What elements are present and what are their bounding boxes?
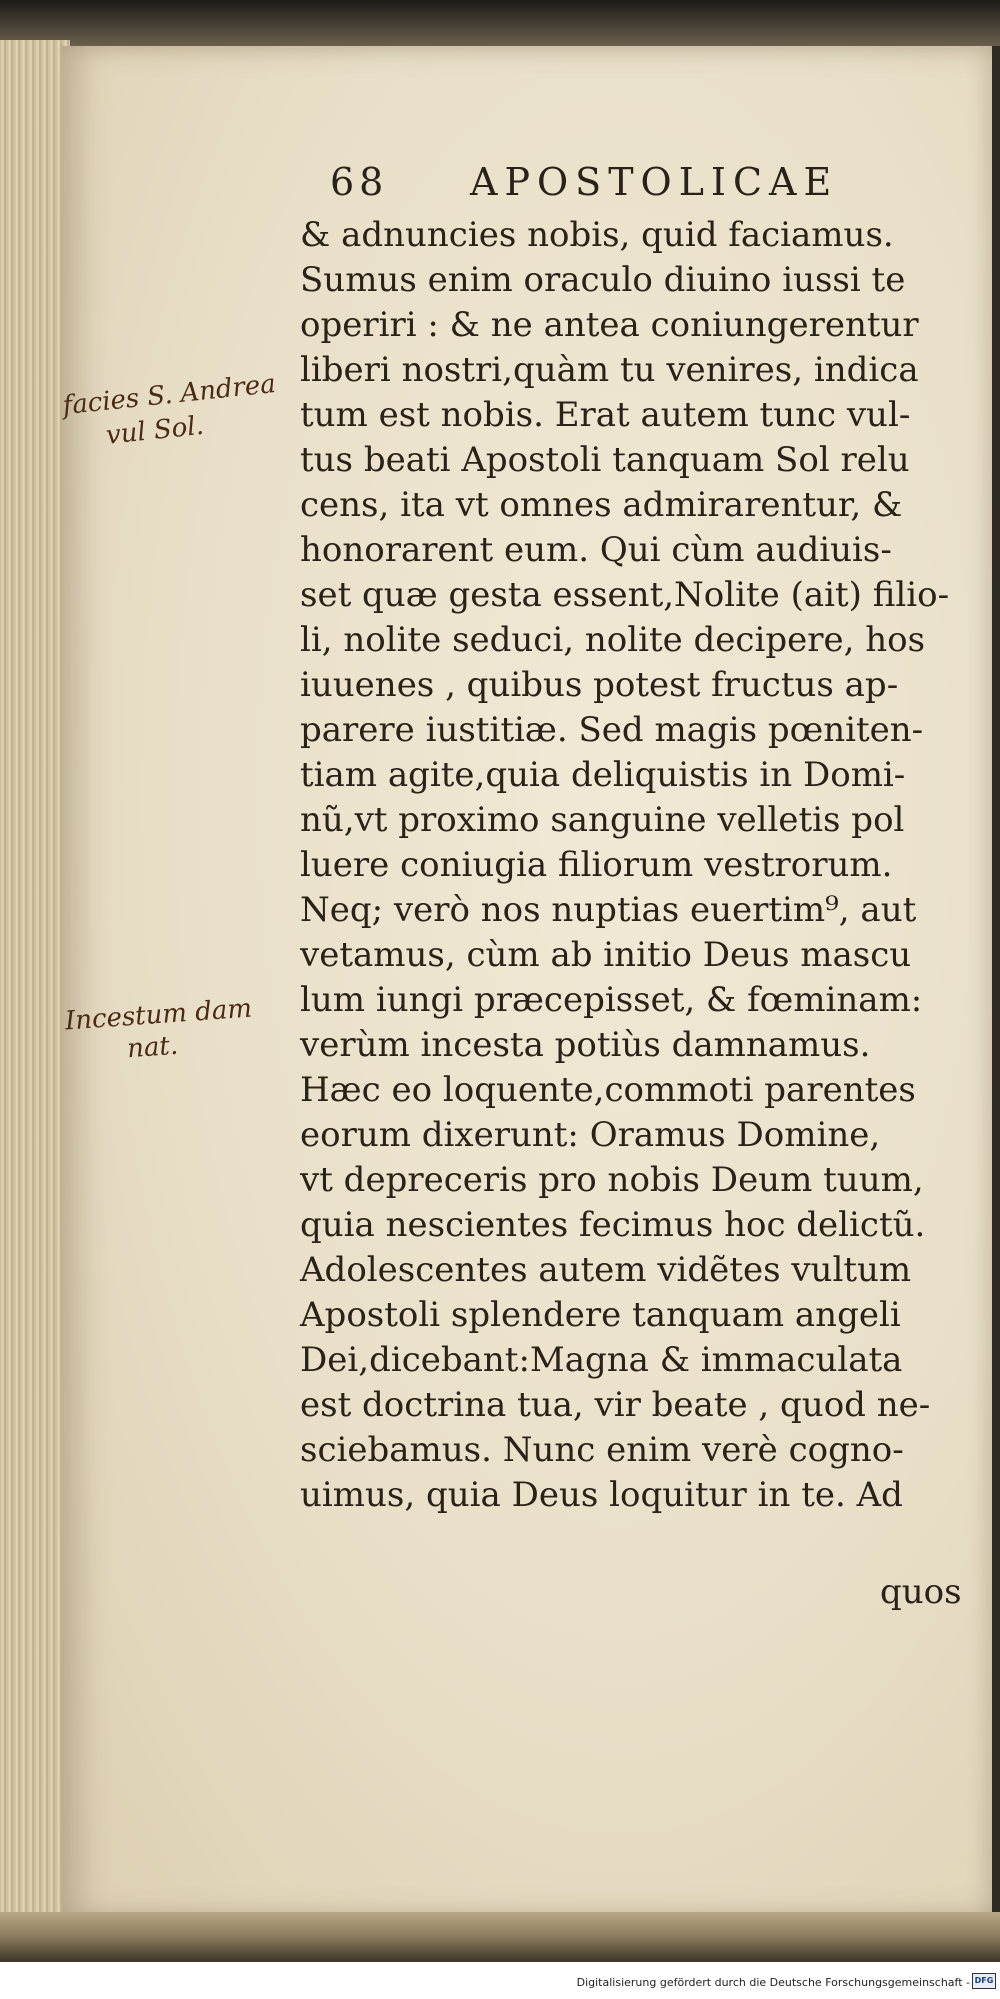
book-bottom-edge <box>0 1912 1000 1962</box>
text-line: cens, ita vt omnes admirarentur, & <box>300 485 903 525</box>
text-line: tus beati Apostoli tanquam Sol relu <box>300 440 910 480</box>
page-number: 68 <box>330 160 389 204</box>
text-line: luere coniugia filiorum vestrorum. <box>300 845 893 885</box>
text-line: nũ,vt proximo sanguine velletis pol <box>300 800 905 840</box>
marginal-note-line: vul Sol. <box>104 410 206 451</box>
marginal-note-line: nat. <box>126 1030 180 1065</box>
page-header <box>330 160 890 214</box>
book-cover-top-edge <box>0 0 1000 46</box>
text-line: Adolescentes autem vidẽtes vultum <box>300 1250 912 1290</box>
catchword: quos <box>880 1572 962 1612</box>
text-line: Neq; verò nos nuptias euertim⁹, aut <box>300 890 917 930</box>
text-line: parere iustitiæ. Sed magis pœniten- <box>300 710 924 750</box>
text-line: eorum dixerunt: Oramus Domine, <box>300 1115 881 1155</box>
marginal-note-line: facies S. Andrea <box>61 368 278 422</box>
text-line: sciebamus. Nunc enim verè cogno- <box>300 1430 904 1470</box>
body-text <box>300 213 980 1518</box>
dfg-logo: DFG <box>972 1973 996 1989</box>
page-block-edges <box>0 40 70 1920</box>
text-line: uimus, quia Deus loquitur in te. Ad <box>300 1475 903 1515</box>
text-line: tiam agite,quia deliquistis in Domi- <box>300 755 906 795</box>
text-line: quia nescientes fecimus hoc delictũ. <box>300 1205 926 1245</box>
text-line: est doctrina tua, vir beate , quod ne- <box>300 1385 931 1425</box>
text-line: iuuenes , quibus potest fructus ap- <box>300 665 899 705</box>
text-line: & adnuncies nobis, quid faciamus. <box>300 215 894 255</box>
funding-credit: Digitalisierung gefördert durch die Deutsche Forschungsgemeinschaft - <box>576 1976 970 1989</box>
text-line: Hæc eo loquente,commoti parentes <box>300 1070 916 1110</box>
text-line: li, nolite seduci, nolite decipere, hos <box>300 620 926 660</box>
text-line: liberi nostri,quàm tu venires, indica <box>300 350 919 390</box>
text-line: vetamus, cùm ab initio Deus mascu <box>300 935 912 975</box>
footer-credit-bar <box>0 1962 1000 1999</box>
text-line: verùm incesta potiùs damnamus. <box>300 1025 871 1065</box>
text-line: set quæ gesta essent,Nolite (ait) filio- <box>300 575 950 615</box>
text-line: Dei,dicebant:Magna & immaculata <box>300 1340 903 1380</box>
marginal-note <box>64 994 255 1069</box>
text-line: Sumus enim oraculo diuino iussi te <box>300 260 906 300</box>
text-line: operiri : & ne antea coniungerentur <box>300 305 919 345</box>
marginal-note-line: Incestum dam <box>64 993 253 1037</box>
text-line: lum iungi præcepisset, & fœminam: <box>300 980 923 1020</box>
text-line: vt depreceris pro nobis Deum tuum, <box>300 1160 924 1200</box>
text-line: tum est nobis. Erat autem tunc vul- <box>300 395 911 435</box>
text-line: Apostoli splendere tanquam angeli <box>300 1295 901 1335</box>
text-line: honorarent eum. Qui cùm audiuis- <box>300 530 892 570</box>
running-title: APOSTOLICAE <box>470 160 839 204</box>
